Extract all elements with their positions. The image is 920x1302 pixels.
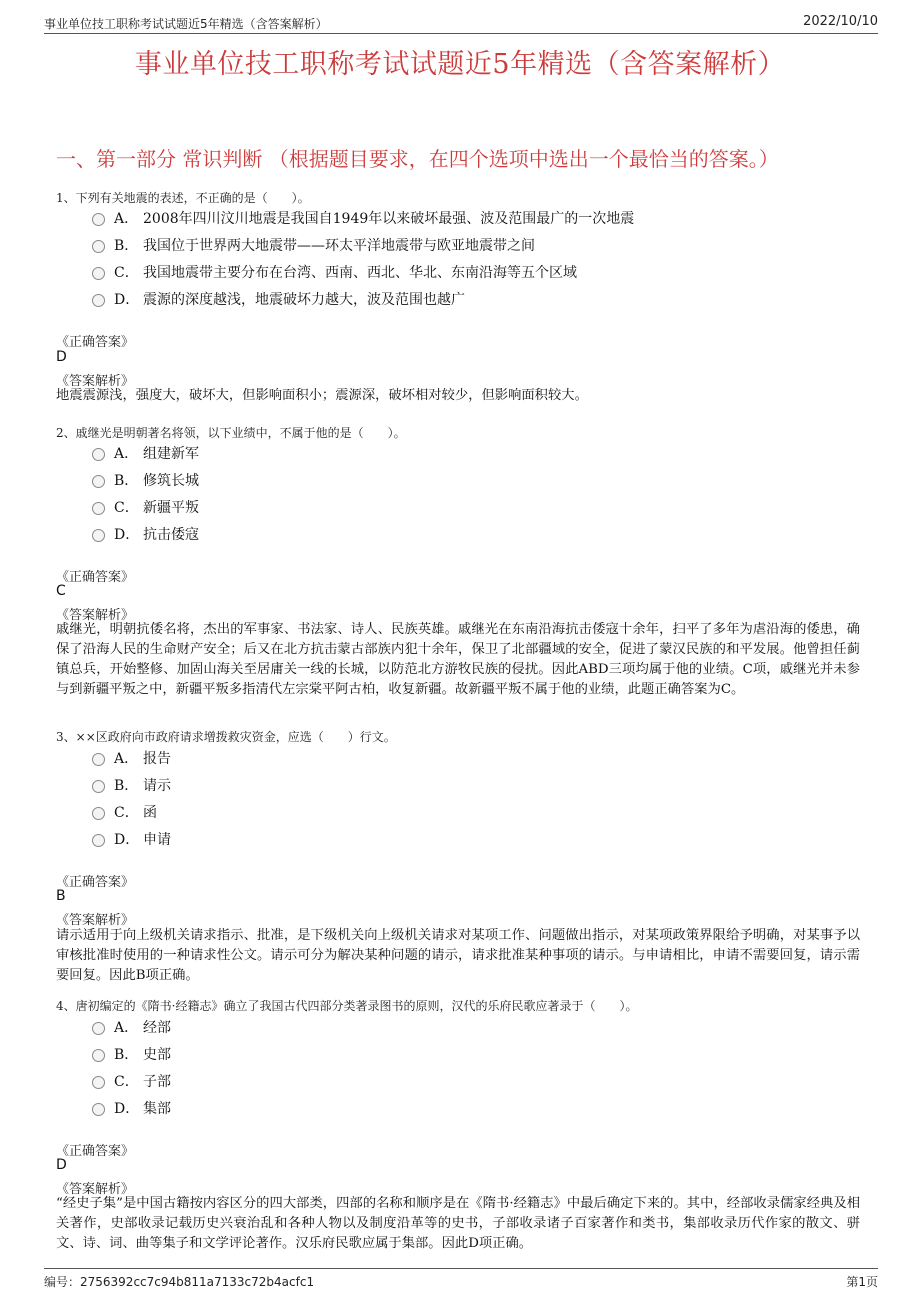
option-text: 申请 <box>143 832 171 848</box>
question-text: 2、戚继光是明朝著名将领，以下业绩中，不属于他的是（ ）。 <box>56 426 406 440</box>
radio-icon[interactable] <box>92 1076 105 1089</box>
option-letter: A． <box>114 211 139 227</box>
option-text: 新疆平叛 <box>143 500 199 516</box>
radio-icon[interactable] <box>92 475 105 488</box>
header-doc-title: 事业单位技工职称考试试题近5年精选（含答案解析） <box>44 17 328 31</box>
option-letter: A． <box>114 446 139 462</box>
radio-icon[interactable] <box>92 1103 105 1116</box>
analysis-label: 《答案解析》 <box>56 913 135 928</box>
radio-icon[interactable] <box>92 834 105 847</box>
option-letter: B． <box>114 238 139 254</box>
option-letter: C． <box>114 1074 139 1090</box>
option-letter: C． <box>114 805 139 821</box>
option-text: 函 <box>143 805 157 821</box>
option-text: 集部 <box>143 1101 171 1117</box>
option-letter: A． <box>114 751 139 767</box>
radio-icon[interactable] <box>92 807 105 820</box>
option-text: 我国地震带主要分布在台湾、西南、西北、华北、东南沿海等五个区域 <box>143 265 577 281</box>
radio-icon[interactable] <box>92 294 105 307</box>
analysis-text: 地震震源浅，强度大，破坏大，但影响面积小；震源深，破坏相对较少，但影响面积较大。 <box>56 388 588 403</box>
analysis-label: 《答案解析》 <box>56 374 135 389</box>
analysis-label: 《答案解析》 <box>56 608 135 623</box>
option-text: 2008年四川汶川地震是我国自1949年以来破坏最强、波及范围最广的一次地震 <box>143 211 635 227</box>
radio-icon[interactable] <box>92 213 105 226</box>
analysis-text: 请示适用于向上级机关请求指示、批准，是下级机关向上级机关请求对某项工作、问题做出指示，对某项政策界限给予明确，对某事予以审核批准时使用的一种请求性公文。请示可分为解决某种问题的请示，请求批准某种事项的请示。与申请相比，申请不需要回复，请示需要回复。因此B项正确。 <box>56 928 860 983</box>
radio-icon[interactable] <box>92 240 105 253</box>
correct-answer-label: 《正确答案》 <box>56 875 135 890</box>
radio-icon[interactable] <box>92 1022 105 1035</box>
radio-icon[interactable] <box>92 267 105 280</box>
option-letter: C． <box>114 265 139 281</box>
option-text: 抗击倭寇 <box>143 527 199 543</box>
option-letter: C． <box>114 500 139 516</box>
option-text: 经部 <box>143 1020 171 1036</box>
option-letter: D． <box>114 292 140 308</box>
option-text: 震源的深度越浅，地震破坏力越大，波及范围也越广 <box>143 292 465 308</box>
option-letter: D． <box>114 832 140 848</box>
radio-icon[interactable] <box>92 1049 105 1062</box>
option-letter: D． <box>114 1101 140 1117</box>
option-text: 修筑长城 <box>143 473 199 489</box>
analysis-label: 《答案解析》 <box>56 1182 135 1197</box>
page-header <box>44 13 878 34</box>
option-letter: A． <box>114 1020 139 1036</box>
radio-icon[interactable] <box>92 448 105 461</box>
correct-answer-label: 《正确答案》 <box>56 335 135 350</box>
header-date: 2022/10/10 <box>803 14 878 29</box>
question-text: 4、唐初编定的《隋书·经籍志》确立了我国古代四部分类著录图书的原则，汉代的乐府民歌应著录于（ ）。 <box>56 999 638 1013</box>
option-letter: B． <box>114 778 139 794</box>
option-text: 史部 <box>143 1047 171 1063</box>
option-letter: B． <box>114 1047 139 1063</box>
section-heading: 一、第一部分 常识判断 （根据题目要求，在四个选项中选出一个最恰当的答案。） <box>56 147 779 171</box>
option-text: 我国位于世界两大地震带——环太平洋地震带与欧亚地震带之间 <box>143 238 535 254</box>
correct-answer-value: B <box>56 888 66 904</box>
correct-answer-label: 《正确答案》 <box>56 1144 135 1159</box>
page-footer <box>44 1268 878 1293</box>
radio-icon[interactable] <box>92 753 105 766</box>
page-number: 第1页 <box>846 1275 878 1289</box>
radio-icon[interactable] <box>92 529 105 542</box>
analysis-text: 戚继光，明朝抗倭名将，杰出的军事家、书法家、诗人、民族英雄。戚继光在东南沿海抗击倭寇十余年，扫平了多年为虐沿海的倭患，确保了沿海人民的生命财产安全；后又在北方抗击蒙古部族内犯十余年，保卫了北部疆域的安全，促进了蒙汉民族的和平发展。他曾担任蓟镇总兵，开始整修、加固山海关至居庸关一线的长城，以防范北方游牧民族的侵扰。因此ABD三项均属于他的业绩。C项，戚继光并未参与到新疆平叛之中，新疆平叛多指清代左宗棠平阿古柏，收复新疆。故新疆平叛不属于他的业绩，此题正确答案为C。 <box>56 622 860 697</box>
correct-answer-value: D <box>56 349 67 365</box>
correct-answer-value: D <box>56 1157 67 1173</box>
option-letter: B． <box>114 473 139 489</box>
option-text: 组建新军 <box>143 446 199 462</box>
analysis-text: “经史子集”是中国古籍按内容区分的四大部类，四部的名称和顺序是在《隋书·经籍志》中最后确定下来的。其中，经部收录儒家经典及相关著作，史部收录记载历史兴衰治乱和各种人物以及制度沿革等的史书，子部收录诸子百家著作和类书，集部收录历代作家的散文、骈文、诗、词、曲等集子和文学评论著作。汉乐府民歌应属于集部。因此D项正确。 <box>56 1196 860 1251</box>
option-letter: D． <box>114 527 140 543</box>
question-text: 1、下列有关地震的表述，不正确的是（ ）。 <box>56 191 310 205</box>
doc-number: 编号：2756392cc7c94b811a7133c72b4acfc1 <box>44 1275 315 1289</box>
page-title: 事业单位技工职称考试试题近5年精选（含答案解析） <box>134 49 786 80</box>
radio-icon[interactable] <box>92 780 105 793</box>
option-text: 子部 <box>143 1074 171 1090</box>
correct-answer-value: C <box>56 583 66 599</box>
option-text: 报告 <box>143 751 171 767</box>
radio-icon[interactable] <box>92 502 105 515</box>
correct-answer-label: 《正确答案》 <box>56 570 135 585</box>
question-text: 3、××区政府向市政府请求增拨救灾资金，应选（ ）行文。 <box>56 730 396 744</box>
option-text: 请示 <box>143 778 171 794</box>
